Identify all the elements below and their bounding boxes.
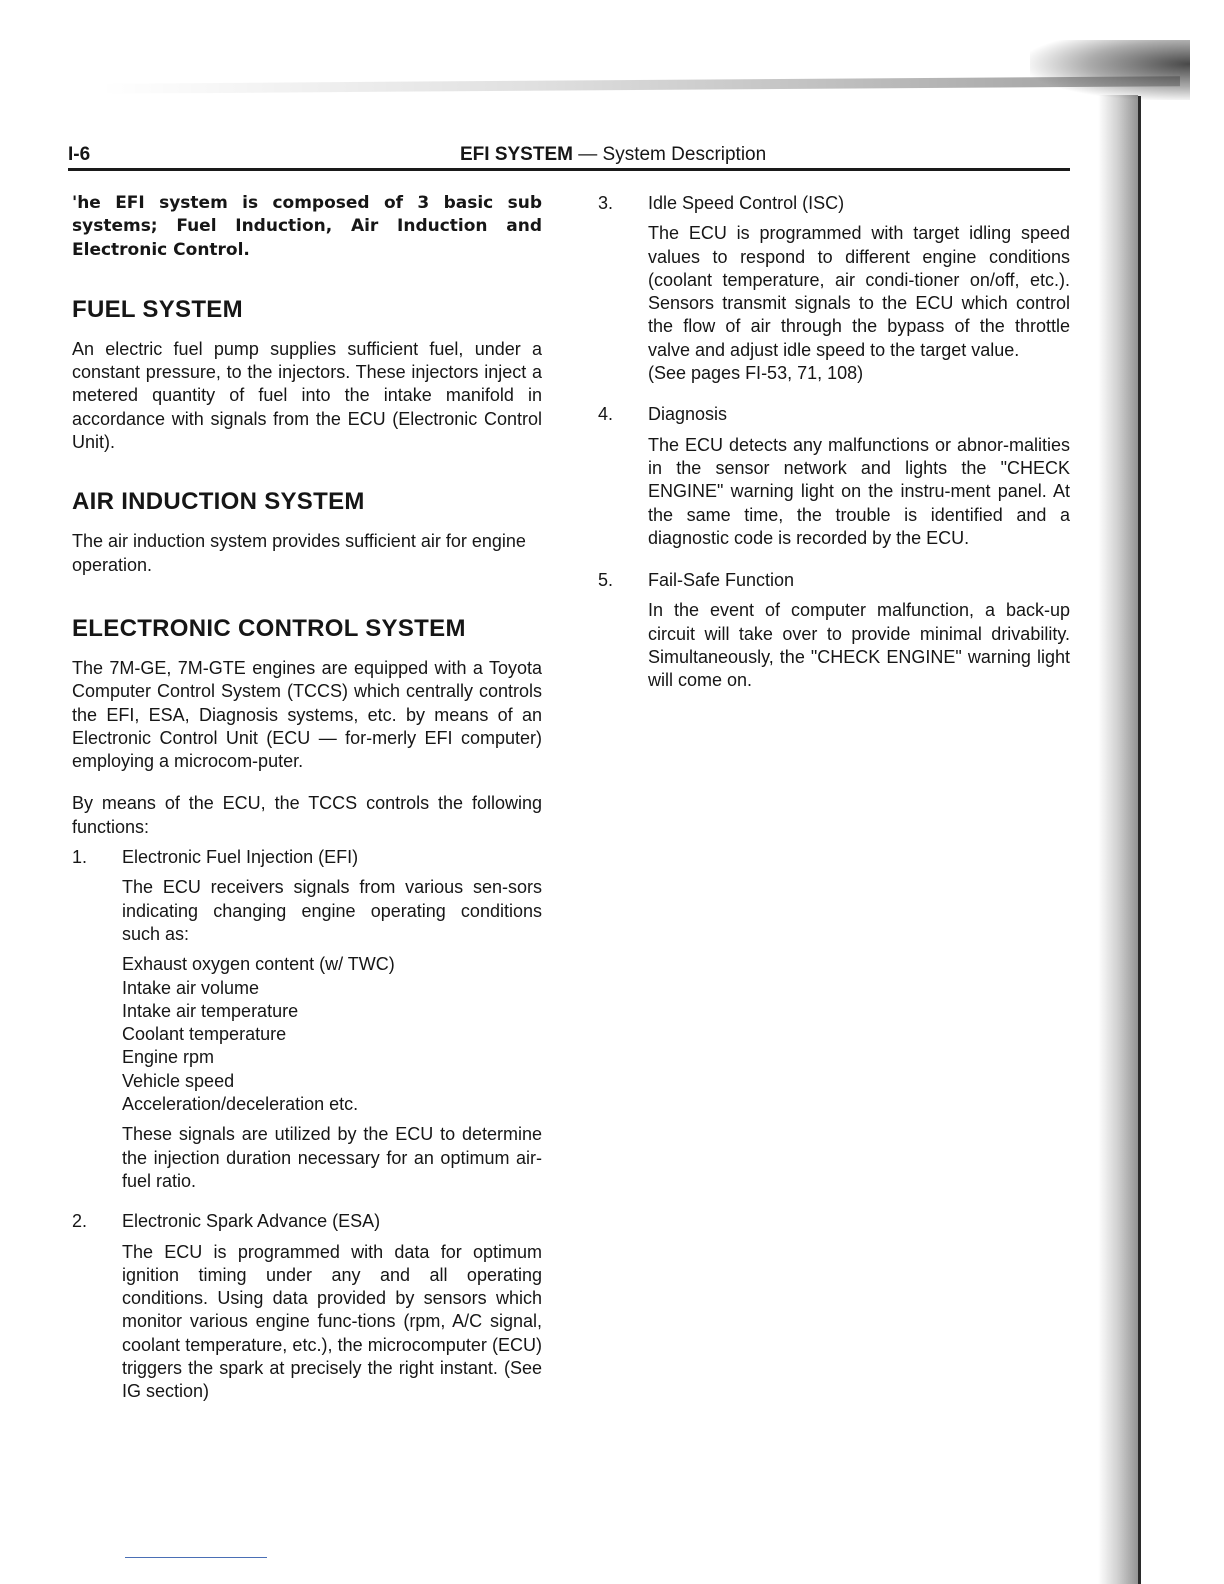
page-title-rest: — System Description: [578, 144, 767, 165]
item-body: The ECU receivers signals from various sen-sors indicating changing engine operating conditions such as:: [122, 877, 542, 944]
item-body-after: These signals are utilized by the ECU to determine the injection duration necessary for an optimum air-fuel ratio.: [122, 1124, 542, 1191]
list-item: Exhaust oxygen content (w/ TWC): [122, 954, 395, 975]
function-item-esa: [72, 1210, 542, 1403]
item-number: 4.: [598, 404, 614, 425]
item-body: The ECU is programmed with data for optimum ignition timing under any and all operating conditions. Using data provided by sensors which monitor various engine func-tions (rpm, A/C signal, coolant temperature, etc.), the microcomputer (ECU) triggers the spark at precisely the right instant. (See IG section): [122, 1241, 542, 1402]
item-heading: Electronic Fuel Injection (EFI): [122, 847, 359, 868]
air-induction-body: The air induction system provides sufficient air for engine operation.: [72, 531, 526, 575]
list-item: Vehicle speed: [122, 1070, 235, 1091]
electronic-control-heading: ELECTRONIC CONTROL SYSTEM: [72, 614, 466, 642]
item-heading: Fail-Safe Function: [648, 570, 795, 591]
item-body: The ECU is programmed with target idling speed values to respond to different engine conditions (coolant temperature, air condi-tioner on/off, etc.). Sensors transmit signals to the ECU which control the flow of air through the bypass of the throttle valve and adjust idle speed to the target value.: [648, 223, 1070, 360]
page-title: [460, 144, 766, 166]
list-item: Engine rpm: [122, 1047, 215, 1068]
item-body: In the event of computer malfunction, a back-up circuit will take over to provide minimal drivability. Simultaneously, the "CHECK ENGINE" warning light will come on.: [648, 600, 1070, 691]
page-title-bold: EFI SYSTEM: [460, 144, 573, 165]
function-item-fail-safe: [598, 569, 1070, 692]
page-edge-line: [1138, 96, 1141, 1584]
list-item: Coolant temperature: [122, 1024, 287, 1045]
footnote-rule: [125, 1557, 267, 1558]
page-number: I-6: [68, 144, 91, 165]
intro-paragraph: 'he EFI system is composed of 3 basic sub systems; Fuel Induction, Air Induction and Electronic Control.: [72, 193, 542, 260]
fuel-system-body: An electric fuel pump supplies sufficient fuel, under a constant pressure, to the injectors. These injectors inject a metered quantity of fuel into the intake manifold in accordance with signals from the ECU (Electronic Control Unit).: [72, 338, 542, 453]
left-column: [72, 192, 542, 1404]
electronic-control-body: The 7M-GE, 7M-GTE engines are equipped with a Toyota Computer Control System (TCCS) which centrally controls the EFI, ESA, Diagnosis systems, etc. by means of an Electronic Control Unit (ECU — for-merly EFI computer) employing a microcom-puter.: [72, 657, 542, 772]
air-induction-heading: AIR INDUCTION SYSTEM: [72, 488, 365, 516]
list-item: Acceleration/deceleration etc.: [122, 1094, 359, 1115]
item-body: The ECU detects any malfunctions or abnor-malities in the sensor network and lights the "CHECK ENGINE" warning light on the instru-ment panel. At the same time, the trouble is identified and a diagnostic code is recorded by the ECU.: [648, 434, 1070, 548]
right-column: [598, 192, 1070, 693]
item-heading: Idle Speed Control (ISC): [648, 193, 845, 213]
item-page-reference: (See pages FI-53, 71, 108): [648, 363, 864, 384]
function-item-isc: [598, 192, 1070, 385]
sensor-signal-list: [122, 953, 542, 1116]
item-heading: Diagnosis: [648, 404, 728, 425]
item-number: 3.: [598, 193, 614, 213]
item-heading: Electronic Spark Advance (ESA): [122, 1211, 381, 1232]
scan-shadow-edge: [1098, 95, 1138, 1584]
list-item: Intake air volume: [122, 977, 260, 998]
list-item: Intake air temperature: [122, 1000, 299, 1021]
tccs-functions-intro: By means of the ECU, the TCCS controls the following functions:: [72, 793, 542, 837]
page-header: [68, 140, 1070, 171]
item-number: 5.: [598, 570, 614, 591]
function-item-efi: [72, 846, 542, 1193]
scan-shadow-corner: [1030, 40, 1190, 100]
function-item-diagnosis: [598, 403, 1070, 550]
item-number: 2.: [72, 1211, 88, 1232]
scan-shadow-top: [100, 76, 1180, 94]
item-number: 1.: [72, 847, 88, 868]
fuel-system-heading: FUEL SYSTEM: [72, 295, 243, 323]
